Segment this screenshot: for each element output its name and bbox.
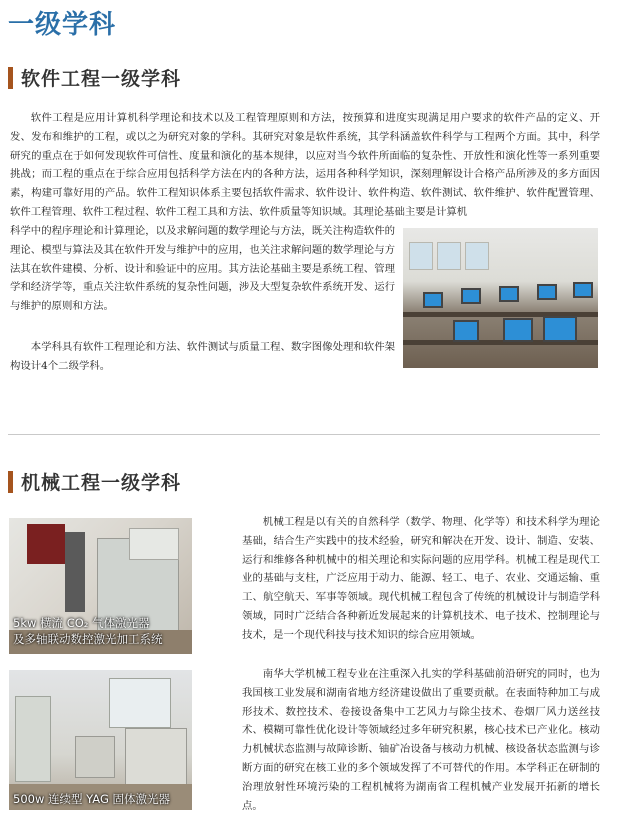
- photo-caption-line2: 及多轴联动数控激光加工系统: [13, 632, 163, 646]
- section-heading-text: 软件工程一级学科: [21, 68, 182, 90]
- software-lab-photo: [403, 228, 598, 368]
- heading-accent-bar: [8, 471, 13, 493]
- section-heading-mechanical: [8, 468, 181, 495]
- section-divider: [8, 434, 600, 435]
- page-title: 一级学科: [8, 10, 117, 40]
- mechanical-paragraph-1: 机械工程是以有关的自然科学（数学、物理、化学等）和技术科学为理论基础，结合生产实践中的技术经验，研究和解决在开发、设计、制造、安装、运行和维修各种机械中的相关理论和实际问题的应用学科。机械工程是现代工业的基础与支柱，广泛应用于动力、能源、轻工、电子、农业、交通运输、重工、航空航天、军事等领域。现代机械工程包含了传统的机械设计与制造学科领域，同时广泛结合各种新近发展起来的计算机技术、电子技术、控制理论与技术，是一个现代科技与技术知识的综合应用领域。: [242, 516, 600, 641]
- section-heading-software: [8, 64, 181, 91]
- yag-laser-photo: [9, 670, 192, 810]
- photo-caption-yag: 500w 连续型 YAG 固体激光器: [13, 792, 171, 806]
- mechanical-paragraph-2: 南华大学机械工程专业在注重深入扎实的学科基础前沿研究的同时，也为我国核工业发展和湖南省地方经济建设做出了重要贡献。在表面特种加工与成形技术、数控技术、卷接设备集中工艺风力与除尘技术、卷烟厂风力送丝技术、模糊可靠性优化设计等领域经过多年研究积累，核心技术已产业化。核动力机械状态监测与故障诊断、铀矿冶设备与核动力机械、核设备状态监测与诊断方面的研究在核工业的多个领域发挥了不可替代的作用。本学科正在研制的治理放射性环境污染的工程机械将为湖南省工程机械产业发展开拓新的增长点。: [242, 668, 600, 812]
- section-heading-text: 机械工程一级学科: [21, 472, 182, 494]
- heading-accent-bar: [8, 67, 13, 89]
- software-paragraph-wrap: 科学中的程序理论和计算理论，以及求解问题的数学理论与方法，既关注构造软件的理论、模型与算法及其在软件开发与维护中的应用，也关注求解问题的数学理论与方法其在软件建模、分析、设计和验证中的应用。其方法论基础主要是系统工程、管理学和经济学等，重点关注软件系统的复杂性问题，涉及大型复杂软件系统开发、运行与维护的原则和方法。: [10, 225, 395, 313]
- software-paragraph-2: 本学科具有软件工程理论和方法、软件测试与质量工程、数字图像处理和软件架构设计4个二级学科。: [10, 341, 395, 372]
- photo-caption-line1: 5kw 横流 CO₂ 气体激光器: [13, 616, 150, 630]
- laser-machining-photo: [9, 518, 192, 654]
- software-paragraph-top: 软件工程是应用计算机科学理论和技术以及工程管理原则和方法，按预算和进度实现满足用户要求的软件产品的定义、开发、发布和维护的工程，或以之为研究对象的学科。其研究对象是软件系统，其学科涵盖软件科学与工程两个方面。其中，科学研究的重点在于如何发现软件可信性、度量和演化的基本规律，以应对当今软件所面临的复杂性、开放性和演化性等一系列重要挑战；而工程的重点在于综合应用包括科学方法在内的各种方法，运用各种科学知识，深刻理解设计合格产品所涉及的多方面因素，构建可靠好用的产品。软件工程知识体系主要包括软件需求、软件设计、软件构造、软件测试、软件维护、软件配置管理、软件工程管理、软件工程过程、软件工程工具和方法、软件质量等知识域。其理论基础主要是计算机: [10, 112, 600, 218]
